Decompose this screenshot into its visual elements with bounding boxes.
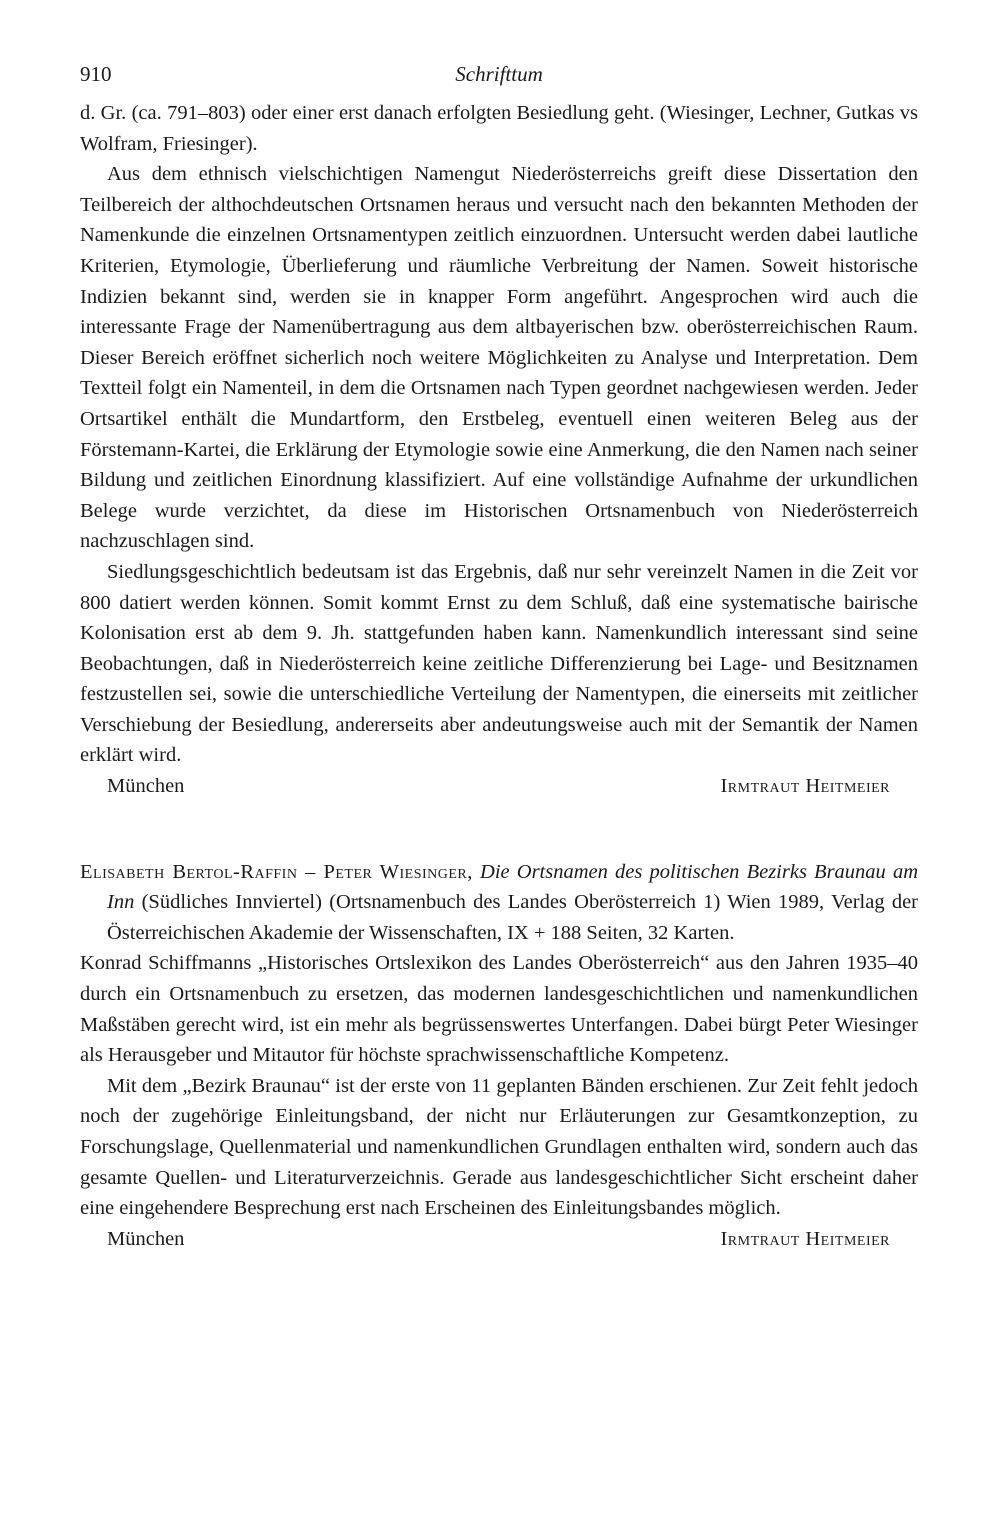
review-1-paragraph: Siedlungsgeschichtlich bedeutsam ist das Ergebnis, daß nur sehr vereinzelt Namen in die Zeit vor 800 datiert werden können. Somit kommt Ernst zu dem Schluß, daß eine systematische bairische Kolonisation erst ab dem 9. Jh. stattgefunden haben kann. Namenkundlich interessant sind seine Beobachtungen, daß in Niederösterreich keine zeitliche Differenzierung bei Lage- und Besitznamen festzustellen sei, sowie die unterschiedliche Verteilung der Namentypen, die einerseits mit zeitlicher Verschiebung der Besiedlung, andererseits aber andeutungsweise auch mit der Semantik der Namen erklärt wird. bbox=[80, 560, 918, 767]
journal-title: Schrifttum bbox=[455, 62, 543, 86]
book-authors: Elisabeth Bertol-Raffin – Peter Wiesinger, bbox=[80, 860, 473, 883]
review-1-place: München bbox=[107, 775, 185, 798]
page-number: 910 bbox=[80, 62, 112, 86]
review-2-reviewer: Irmtraut Heitmeier bbox=[720, 1227, 890, 1250]
book-title: Die Ortsnamen des politischen Bezirks Braunau am Inn bbox=[107, 860, 918, 914]
review-1-paragraph: Aus dem ethnisch vielschichtigen Namengut Niederösterreichs greift diese Dissertation den Teilbereich der althochdeutschen Ortsnamen heraus und versucht nach den bekannten Methoden der Namenkunde die einzelnen Ortsnamentypen zeitlich einzuordnen. Untersucht werden dabei lautliche Kriterien, Etymologie, Überlieferung und räumliche Verbreitung der Namen. Soweit historische Indizien bekannt sind, werden sie in knapper Form angeführt. Angesprochen wird auch die interessante Frage der Namenübertragung aus dem altbayerischen bzw. oberösterreichischen Raum. Dieser Bereich eröffnet sicherlich noch weitere Möglichkeiten zu Analyse und Interpretation. Dem Textteil folgt ein Namenteil, in dem die Ortsnamen nach Typen geordnet nachgewiesen werden. Jeder Ortsartikel enthält die Mundartform, den Erstbeleg, eventuell einen weiteren Beleg aus der Förstemann-Kartei, die Erklärung der Etymologie sowie eine Anmerkung, die den Namen nach seiner Bildung und zeitlichen Einordnung klassifiziert. Auf eine vollständige Aufnahme der urkundlichen Belege wurde verzichtet, da diese im Historischen Ortsnamenbuch von Niederösterreich nachzuschlagen sind. bbox=[80, 163, 918, 553]
review-1-signoff bbox=[80, 771, 918, 802]
running-head bbox=[80, 62, 918, 98]
review-2-paragraph: Konrad Schiffmanns „Historisches Ortslexikon des Landes Oberösterreich“ aus den Jahren 1935–40 durch ein Ortsnamenbuch zu ersetzen, das modernen landesgeschichtlichen und namenkundlichen Maßstäben gerecht wird, ist ein mehr als begrüssenswertes Unterfangen. Dabei bürgt Peter Wiesinger als Herausgeber und Mitautor für höchste sprachwissenschaftliche Kompetenz. bbox=[80, 952, 918, 1067]
review-2-signoff bbox=[80, 1224, 918, 1255]
review-continued bbox=[80, 98, 918, 802]
review-2-paragraph: Mit dem „Bezirk Braunau“ ist der erste von 11 geplanten Bänden erschienen. Zur Zeit fehlt jedoch noch der zugehörige Einleitungsband, der nicht nur Erläuterungen zur Gesamtkonzeption, zu Forschungslage, Quellenmaterial und namenkundlichen Grundlagen enthalten wird, sondern auch das gesamte Quellen- und Literaturverzeichnis. Gerade aus landesgeschichtlicher Sicht erscheint daher eine eingehendere Besprechung erst nach Erscheinen des Einleitungsbandes möglich. bbox=[80, 1074, 918, 1220]
review-braunau bbox=[80, 857, 918, 1255]
review-1-paragraph: d. Gr. (ca. 791–803) oder einer erst danach erfolgten Besiedlung geht. (Wiesinger, Lechner, Gutkas vs Wolfram, Friesinger). bbox=[80, 102, 918, 155]
review-1-reviewer: Irmtraut Heitmeier bbox=[720, 775, 890, 798]
book-details: (Südliches Innviertel) (Ortsnamenbuch des Landes Oberösterreich 1) Wien 1989, Verlag der Österreichischen Akademie der Wissenschaften, IX + 188 Seiten, 32 Karten. bbox=[107, 891, 919, 944]
review-2-place: München bbox=[107, 1227, 185, 1250]
document-page bbox=[80, 62, 918, 1254]
bibliographic-entry bbox=[80, 857, 918, 949]
